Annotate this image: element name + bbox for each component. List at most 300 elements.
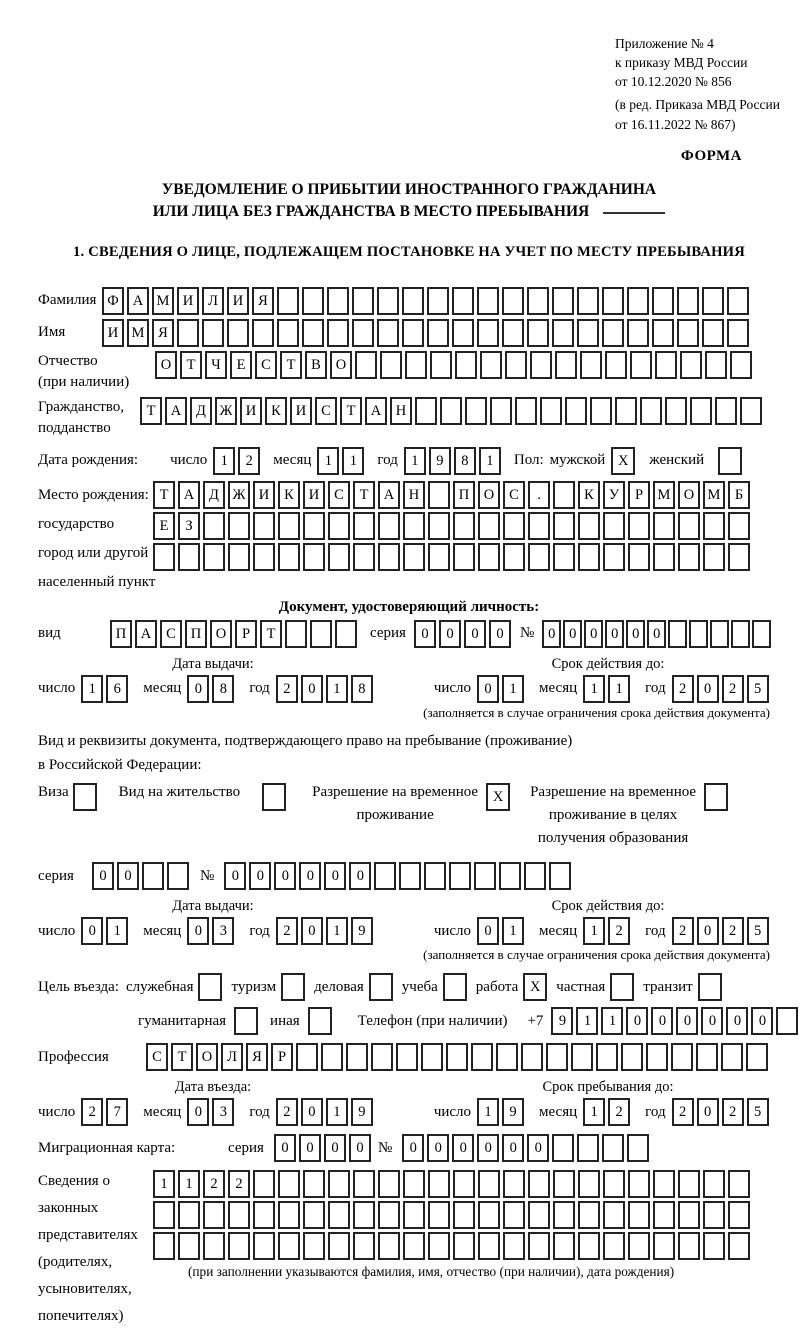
- char-cell[interactable]: [430, 351, 452, 379]
- char-cell[interactable]: [277, 319, 299, 347]
- char-cell[interactable]: [721, 1043, 743, 1071]
- char-cell[interactable]: С: [255, 351, 277, 379]
- char-cell[interactable]: [378, 1170, 400, 1198]
- char-cell[interactable]: Ж: [228, 481, 250, 509]
- char-cell[interactable]: [577, 287, 599, 315]
- char-cell[interactable]: [603, 1201, 625, 1229]
- char-cell[interactable]: Н: [403, 481, 425, 509]
- char-cell[interactable]: [278, 1170, 300, 1198]
- char-cell[interactable]: 0: [697, 675, 719, 703]
- char-cell[interactable]: [553, 481, 575, 509]
- char-cell[interactable]: 5: [747, 1098, 769, 1126]
- char-cell[interactable]: 1: [601, 1007, 623, 1035]
- char-cell[interactable]: 0: [249, 862, 271, 890]
- char-cell[interactable]: [421, 1043, 443, 1071]
- char-cell[interactable]: 1: [502, 917, 524, 945]
- char-cell[interactable]: [253, 1170, 275, 1198]
- char-cell[interactable]: И: [253, 481, 275, 509]
- char-cell[interactable]: 2: [672, 917, 694, 945]
- char-cell[interactable]: [680, 351, 702, 379]
- char-cell[interactable]: [540, 397, 562, 425]
- char-cell[interactable]: [477, 287, 499, 315]
- char-cell[interactable]: 9: [351, 1098, 373, 1126]
- char-cell[interactable]: 0: [81, 917, 103, 945]
- char-cell[interactable]: [740, 397, 762, 425]
- char-cell[interactable]: 0: [301, 675, 323, 703]
- char-cell[interactable]: 1: [608, 675, 630, 703]
- char-cell[interactable]: [346, 1043, 368, 1071]
- char-cell[interactable]: [630, 351, 652, 379]
- char-cell[interactable]: 0: [527, 1134, 549, 1162]
- char-cell[interactable]: [178, 1232, 200, 1260]
- char-cell[interactable]: [628, 512, 650, 540]
- char-cell[interactable]: [403, 543, 425, 571]
- char-cell[interactable]: [653, 512, 675, 540]
- char-cell[interactable]: [628, 1170, 650, 1198]
- char-cell[interactable]: [578, 1232, 600, 1260]
- char-cell[interactable]: [527, 319, 549, 347]
- char-cell[interactable]: [728, 512, 750, 540]
- char-cell[interactable]: [678, 512, 700, 540]
- char-cell[interactable]: [671, 1043, 693, 1071]
- purpose-private-checkbox[interactable]: [610, 973, 634, 1001]
- char-cell[interactable]: 1: [479, 447, 501, 475]
- char-cell[interactable]: [252, 319, 274, 347]
- char-cell[interactable]: Т: [140, 397, 162, 425]
- char-cell[interactable]: 0: [274, 862, 296, 890]
- char-cell[interactable]: [530, 351, 552, 379]
- char-cell[interactable]: 0: [224, 862, 246, 890]
- char-cell[interactable]: [552, 1134, 574, 1162]
- char-cell[interactable]: [524, 862, 546, 890]
- char-cell[interactable]: Е: [153, 512, 175, 540]
- char-cell[interactable]: Р: [628, 481, 650, 509]
- char-cell[interactable]: Р: [235, 620, 257, 648]
- char-cell[interactable]: [603, 512, 625, 540]
- char-cell[interactable]: [478, 1201, 500, 1229]
- char-cell[interactable]: [578, 1170, 600, 1198]
- char-cell[interactable]: [615, 397, 637, 425]
- char-cell[interactable]: [528, 543, 550, 571]
- char-cell[interactable]: [396, 1043, 418, 1071]
- char-cell[interactable]: [303, 543, 325, 571]
- char-cell[interactable]: У: [603, 481, 625, 509]
- char-cell[interactable]: С: [160, 620, 182, 648]
- char-cell[interactable]: А: [365, 397, 387, 425]
- char-cell[interactable]: [403, 1170, 425, 1198]
- char-cell[interactable]: С: [315, 397, 337, 425]
- char-cell[interactable]: [578, 543, 600, 571]
- char-cell[interactable]: [480, 351, 502, 379]
- char-cell[interactable]: И: [227, 287, 249, 315]
- char-cell[interactable]: [678, 1201, 700, 1229]
- char-cell[interactable]: 1: [326, 1098, 348, 1126]
- char-cell[interactable]: Т: [340, 397, 362, 425]
- char-cell[interactable]: [668, 620, 687, 648]
- char-cell[interactable]: 0: [402, 1134, 424, 1162]
- char-cell[interactable]: 1: [583, 675, 605, 703]
- char-cell[interactable]: 0: [274, 1134, 296, 1162]
- char-cell[interactable]: 0: [697, 1098, 719, 1126]
- char-cell[interactable]: [621, 1043, 643, 1071]
- char-cell[interactable]: И: [177, 287, 199, 315]
- char-cell[interactable]: [705, 351, 727, 379]
- char-cell[interactable]: [167, 862, 189, 890]
- char-cell[interactable]: [527, 287, 549, 315]
- char-cell[interactable]: [703, 1232, 725, 1260]
- char-cell[interactable]: 0: [324, 862, 346, 890]
- char-cell[interactable]: [453, 543, 475, 571]
- char-cell[interactable]: 0: [92, 862, 114, 890]
- char-cell[interactable]: [653, 1170, 675, 1198]
- char-cell[interactable]: [178, 543, 200, 571]
- char-cell[interactable]: [728, 543, 750, 571]
- char-cell[interactable]: [652, 287, 674, 315]
- char-cell[interactable]: [678, 1232, 700, 1260]
- char-cell[interactable]: [652, 319, 674, 347]
- char-cell[interactable]: 1: [502, 675, 524, 703]
- char-cell[interactable]: [552, 319, 574, 347]
- char-cell[interactable]: С: [146, 1043, 168, 1071]
- char-cell[interactable]: [653, 543, 675, 571]
- char-cell[interactable]: [303, 512, 325, 540]
- char-cell[interactable]: [746, 1043, 768, 1071]
- char-cell[interactable]: [378, 1201, 400, 1229]
- char-cell[interactable]: [752, 620, 771, 648]
- char-cell[interactable]: 1: [342, 447, 364, 475]
- char-cell[interactable]: [277, 287, 299, 315]
- char-cell[interactable]: 0: [299, 862, 321, 890]
- char-cell[interactable]: [428, 512, 450, 540]
- char-cell[interactable]: С: [328, 481, 350, 509]
- char-cell[interactable]: 9: [551, 1007, 573, 1035]
- char-cell[interactable]: 2: [722, 917, 744, 945]
- char-cell[interactable]: 0: [651, 1007, 673, 1035]
- char-cell[interactable]: [555, 351, 577, 379]
- char-cell[interactable]: [499, 862, 521, 890]
- char-cell[interactable]: [690, 397, 712, 425]
- char-cell[interactable]: [377, 319, 399, 347]
- char-cell[interactable]: [378, 1232, 400, 1260]
- char-cell[interactable]: Н: [390, 397, 412, 425]
- char-cell[interactable]: [203, 1232, 225, 1260]
- char-cell[interactable]: 0: [439, 620, 461, 648]
- char-cell[interactable]: [646, 1043, 668, 1071]
- char-cell[interactable]: [702, 319, 724, 347]
- char-cell[interactable]: 0: [542, 620, 561, 648]
- char-cell[interactable]: А: [127, 287, 149, 315]
- char-cell[interactable]: [580, 351, 602, 379]
- temp-residence-edu-checkbox[interactable]: [704, 783, 728, 811]
- char-cell[interactable]: [553, 1201, 575, 1229]
- char-cell[interactable]: 0: [187, 917, 209, 945]
- char-cell[interactable]: А: [378, 481, 400, 509]
- char-cell[interactable]: [310, 620, 332, 648]
- char-cell[interactable]: 8: [351, 675, 373, 703]
- char-cell[interactable]: 1: [317, 447, 339, 475]
- char-cell[interactable]: Ф: [102, 287, 124, 315]
- char-cell[interactable]: 0: [464, 620, 486, 648]
- char-cell[interactable]: К: [278, 481, 300, 509]
- female-checkbox[interactable]: [718, 447, 742, 475]
- char-cell[interactable]: [640, 397, 662, 425]
- char-cell[interactable]: [328, 1201, 350, 1229]
- char-cell[interactable]: [474, 862, 496, 890]
- char-cell[interactable]: 0: [452, 1134, 474, 1162]
- char-cell[interactable]: А: [135, 620, 157, 648]
- char-cell[interactable]: [496, 1043, 518, 1071]
- char-cell[interactable]: 1: [576, 1007, 598, 1035]
- char-cell[interactable]: [335, 620, 357, 648]
- char-cell[interactable]: [677, 287, 699, 315]
- char-cell[interactable]: [228, 1232, 250, 1260]
- char-cell[interactable]: [278, 1201, 300, 1229]
- char-cell[interactable]: [602, 1134, 624, 1162]
- char-cell[interactable]: .: [528, 481, 550, 509]
- char-cell[interactable]: [380, 351, 402, 379]
- char-cell[interactable]: [446, 1043, 468, 1071]
- char-cell[interactable]: [202, 319, 224, 347]
- char-cell[interactable]: [153, 1232, 175, 1260]
- char-cell[interactable]: [602, 287, 624, 315]
- char-cell[interactable]: [653, 1232, 675, 1260]
- char-cell[interactable]: 1: [404, 447, 426, 475]
- char-cell[interactable]: 5: [747, 917, 769, 945]
- char-cell[interactable]: [203, 543, 225, 571]
- char-cell[interactable]: 0: [301, 917, 323, 945]
- char-cell[interactable]: [477, 319, 499, 347]
- char-cell[interactable]: [503, 1232, 525, 1260]
- char-cell[interactable]: Т: [153, 481, 175, 509]
- char-cell[interactable]: О: [678, 481, 700, 509]
- char-cell[interactable]: [428, 1170, 450, 1198]
- char-cell[interactable]: [424, 862, 446, 890]
- char-cell[interactable]: Д: [190, 397, 212, 425]
- char-cell[interactable]: [689, 620, 708, 648]
- char-cell[interactable]: П: [110, 620, 132, 648]
- char-cell[interactable]: [628, 1232, 650, 1260]
- char-cell[interactable]: [528, 512, 550, 540]
- char-cell[interactable]: [553, 512, 575, 540]
- purpose-other-checkbox[interactable]: [308, 1007, 332, 1035]
- char-cell[interactable]: [628, 543, 650, 571]
- char-cell[interactable]: 2: [276, 675, 298, 703]
- char-cell[interactable]: [710, 620, 729, 648]
- char-cell[interactable]: [355, 351, 377, 379]
- char-cell[interactable]: [328, 543, 350, 571]
- char-cell[interactable]: 0: [187, 1098, 209, 1126]
- char-cell[interactable]: [603, 1232, 625, 1260]
- char-cell[interactable]: 0: [477, 1134, 499, 1162]
- char-cell[interactable]: [727, 319, 749, 347]
- char-cell[interactable]: И: [240, 397, 262, 425]
- char-cell[interactable]: 2: [81, 1098, 103, 1126]
- char-cell[interactable]: 0: [701, 1007, 723, 1035]
- char-cell[interactable]: Т: [180, 351, 202, 379]
- char-cell[interactable]: 8: [212, 675, 234, 703]
- char-cell[interactable]: [278, 512, 300, 540]
- char-cell[interactable]: 0: [751, 1007, 773, 1035]
- char-cell[interactable]: О: [196, 1043, 218, 1071]
- temp-residence-checkbox[interactable]: X: [486, 783, 510, 811]
- char-cell[interactable]: С: [503, 481, 525, 509]
- char-cell[interactable]: [628, 1201, 650, 1229]
- char-cell[interactable]: [728, 1201, 750, 1229]
- char-cell[interactable]: [228, 543, 250, 571]
- char-cell[interactable]: 1: [477, 1098, 499, 1126]
- char-cell[interactable]: А: [165, 397, 187, 425]
- char-cell[interactable]: [253, 543, 275, 571]
- char-cell[interactable]: [465, 397, 487, 425]
- char-cell[interactable]: [403, 1201, 425, 1229]
- char-cell[interactable]: Я: [252, 287, 274, 315]
- char-cell[interactable]: М: [703, 481, 725, 509]
- char-cell[interactable]: 0: [117, 862, 139, 890]
- char-cell[interactable]: [353, 512, 375, 540]
- char-cell[interactable]: [327, 319, 349, 347]
- char-cell[interactable]: [478, 1170, 500, 1198]
- char-cell[interactable]: [528, 1201, 550, 1229]
- char-cell[interactable]: 1: [583, 1098, 605, 1126]
- char-cell[interactable]: [478, 543, 500, 571]
- char-cell[interactable]: [428, 1201, 450, 1229]
- char-cell[interactable]: А: [178, 481, 200, 509]
- char-cell[interactable]: [678, 543, 700, 571]
- char-cell[interactable]: 0: [605, 620, 624, 648]
- char-cell[interactable]: [403, 512, 425, 540]
- char-cell[interactable]: В: [305, 351, 327, 379]
- char-cell[interactable]: [703, 1201, 725, 1229]
- char-cell[interactable]: [776, 1007, 798, 1035]
- char-cell[interactable]: 1: [153, 1170, 175, 1198]
- char-cell[interactable]: Т: [353, 481, 375, 509]
- char-cell[interactable]: [378, 543, 400, 571]
- char-cell[interactable]: [453, 512, 475, 540]
- char-cell[interactable]: [503, 1201, 525, 1229]
- char-cell[interactable]: 2: [672, 675, 694, 703]
- char-cell[interactable]: [353, 1232, 375, 1260]
- char-cell[interactable]: [731, 620, 750, 648]
- char-cell[interactable]: [528, 1232, 550, 1260]
- char-cell[interactable]: [453, 1232, 475, 1260]
- char-cell[interactable]: [703, 1170, 725, 1198]
- char-cell[interactable]: [353, 1201, 375, 1229]
- char-cell[interactable]: [296, 1043, 318, 1071]
- char-cell[interactable]: [427, 319, 449, 347]
- char-cell[interactable]: [428, 481, 450, 509]
- purpose-humanitarian-checkbox[interactable]: [234, 1007, 258, 1035]
- char-cell[interactable]: 1: [178, 1170, 200, 1198]
- char-cell[interactable]: 0: [427, 1134, 449, 1162]
- char-cell[interactable]: П: [185, 620, 207, 648]
- char-cell[interactable]: [285, 620, 307, 648]
- char-cell[interactable]: [203, 512, 225, 540]
- char-cell[interactable]: 0: [626, 620, 645, 648]
- char-cell[interactable]: 2: [228, 1170, 250, 1198]
- char-cell[interactable]: 2: [722, 675, 744, 703]
- char-cell[interactable]: [328, 512, 350, 540]
- char-cell[interactable]: 7: [106, 1098, 128, 1126]
- char-cell[interactable]: К: [578, 481, 600, 509]
- char-cell[interactable]: 0: [676, 1007, 698, 1035]
- char-cell[interactable]: [502, 287, 524, 315]
- char-cell[interactable]: [703, 512, 725, 540]
- char-cell[interactable]: [727, 287, 749, 315]
- char-cell[interactable]: 1: [106, 917, 128, 945]
- char-cell[interactable]: К: [265, 397, 287, 425]
- char-cell[interactable]: [153, 1201, 175, 1229]
- char-cell[interactable]: Я: [246, 1043, 268, 1071]
- char-cell[interactable]: 0: [187, 675, 209, 703]
- char-cell[interactable]: [602, 319, 624, 347]
- char-cell[interactable]: [405, 351, 427, 379]
- char-cell[interactable]: 1: [326, 675, 348, 703]
- char-cell[interactable]: [303, 1201, 325, 1229]
- char-cell[interactable]: 2: [672, 1098, 694, 1126]
- char-cell[interactable]: [253, 512, 275, 540]
- char-cell[interactable]: [303, 1170, 325, 1198]
- char-cell[interactable]: [327, 287, 349, 315]
- char-cell[interactable]: [440, 397, 462, 425]
- char-cell[interactable]: О: [155, 351, 177, 379]
- char-cell[interactable]: [428, 543, 450, 571]
- char-cell[interactable]: О: [478, 481, 500, 509]
- char-cell[interactable]: [253, 1232, 275, 1260]
- char-cell[interactable]: М: [152, 287, 174, 315]
- char-cell[interactable]: [353, 543, 375, 571]
- char-cell[interactable]: [178, 1201, 200, 1229]
- char-cell[interactable]: [605, 351, 627, 379]
- char-cell[interactable]: 0: [563, 620, 582, 648]
- char-cell[interactable]: [478, 1232, 500, 1260]
- char-cell[interactable]: [471, 1043, 493, 1071]
- char-cell[interactable]: Р: [271, 1043, 293, 1071]
- char-cell[interactable]: [303, 1232, 325, 1260]
- char-cell[interactable]: 0: [477, 917, 499, 945]
- char-cell[interactable]: Т: [260, 620, 282, 648]
- char-cell[interactable]: [653, 1201, 675, 1229]
- char-cell[interactable]: Т: [280, 351, 302, 379]
- char-cell[interactable]: И: [290, 397, 312, 425]
- char-cell[interactable]: 9: [351, 917, 373, 945]
- char-cell[interactable]: [453, 1201, 475, 1229]
- char-cell[interactable]: 0: [626, 1007, 648, 1035]
- char-cell[interactable]: [142, 862, 164, 890]
- char-cell[interactable]: [403, 1232, 425, 1260]
- char-cell[interactable]: [678, 1170, 700, 1198]
- char-cell[interactable]: 2: [276, 1098, 298, 1126]
- char-cell[interactable]: [153, 543, 175, 571]
- char-cell[interactable]: [449, 862, 471, 890]
- char-cell[interactable]: [578, 512, 600, 540]
- char-cell[interactable]: [665, 397, 687, 425]
- char-cell[interactable]: 5: [747, 675, 769, 703]
- char-cell[interactable]: [321, 1043, 343, 1071]
- char-cell[interactable]: [596, 1043, 618, 1071]
- char-cell[interactable]: [603, 1170, 625, 1198]
- char-cell[interactable]: [505, 351, 527, 379]
- char-cell[interactable]: [177, 319, 199, 347]
- char-cell[interactable]: Е: [230, 351, 252, 379]
- char-cell[interactable]: [553, 1170, 575, 1198]
- char-cell[interactable]: [228, 512, 250, 540]
- char-cell[interactable]: [278, 1232, 300, 1260]
- char-cell[interactable]: 2: [722, 1098, 744, 1126]
- char-cell[interactable]: [377, 287, 399, 315]
- char-cell[interactable]: 0: [647, 620, 666, 648]
- char-cell[interactable]: [253, 1201, 275, 1229]
- char-cell[interactable]: 0: [349, 862, 371, 890]
